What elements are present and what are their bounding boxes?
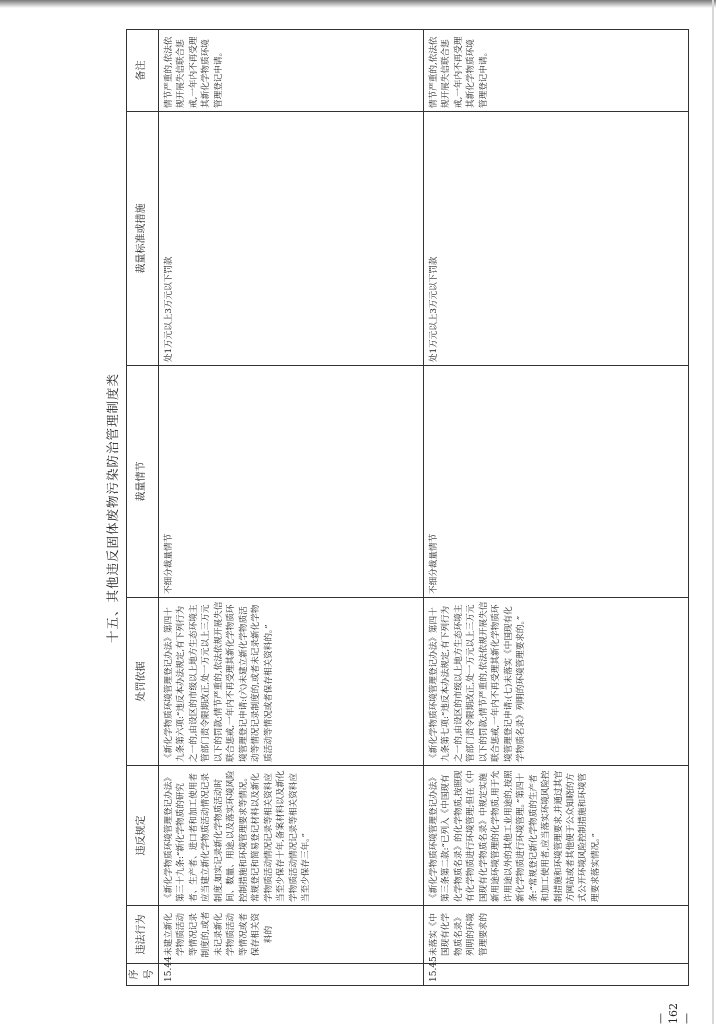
note-cell: 情节严重的,依法依规开展失信联合惩戒,一年内不再受理其新化学物质环境管理登记申请。 [424, 30, 689, 112]
row-number: 15.45 [424, 964, 689, 986]
penalty-table [126, 29, 689, 986]
landscape-table-area [100, 30, 688, 986]
basis-cell: 《新化学物质环境管理登记办法》第四十九条第六项:“违反本办法规定,有下列行为之一的,由设区的市级以上地方生态环境主管部门责令限期改正,处一万元以上三万元以下的罚款;情节严重的,依法依规开展失信联合惩戒,一年内不再受理其新化学物质环境管理登记申请:(六)未建立新化学物质活动等情况记录制度的,或者未记录新化学物质活动等情况或者保存相关资料的。” [159, 598, 424, 766]
header-violation: 违法行为 [127, 906, 159, 964]
header-no: 序号 [127, 964, 159, 986]
rule-cell: 《新化学物质环境管理登记办法》第三条第二款:“已列入《中国现有化学物质名录》的化学物质,按照现有化学物质进行环境管理;但在《中国现有化学物质名录》中规定实施新用途环境管理的化学物质,用于允许用途以外的其他工业用途的,按照新化学物质进行环境管理。”第四十条:“常规登记新化学物质的生产者和加工使用者,应当落实环境风险控制措施和环境管理要求,并通过其官方网站或者其他便于公众知晓的方式公开环境风险控制措施和环境管理要求落实情况。” [424, 766, 689, 906]
standard-cell: 处1万元以上3万元以下罚款 [159, 112, 424, 366]
rotated-page [100, 30, 688, 986]
scan-top-edge [0, 0, 716, 8]
header-basis: 处罚依据 [127, 598, 159, 766]
note-cell: 情节严重的,依法依规开展失信联合惩戒,一年内不再受理其新化学物质环境管理登记申请。 [159, 30, 424, 112]
rule-cell: 《新化学物质环境管理登记办法》第三十九条:“新化学物质的研究者、生产者、进口者和加工使用者应当建立新化学物质活动情况记录制度,如实记录新化学物质活动时间、数量、用途,以及落实环境风险控制措施和环境管理要求等情况。常规登记和简易登记材料以及新化学物质活动情况记录等相关资料应当至少保存十年,备案材料以及新化学物质活动情况记录等相关资料应当至少保存三年。” [159, 766, 424, 906]
row-number: 15.44 [159, 964, 424, 986]
header-note: 备注 [127, 30, 159, 112]
header-standard: 裁量标准或措施 [127, 112, 159, 366]
standard-cell: 处1万元以上3万元以下罚款 [424, 112, 689, 366]
violation-cell: 未建立新化学物质活动等情况记录制度的,或者未记录新化学物质活动等情况或者保存相关资料的 [159, 906, 424, 964]
basis-cell: 《新化学物质环境管理登记办法》第四十九条第七项:“违反本办法规定,有下列行为之一的,由设区的市级以上地方生态环境主管部门责令限期改正,处一万元以上三万元以下的罚款;情节严重的,依法依规开展失信联合惩戒,一年内不再受理其新化学物质环境管理登记申请:(七)未落实《中国现有化学物质名录》列明的环境管理要求的。” [424, 598, 689, 766]
table-header-row [127, 30, 159, 986]
circumstance-cell: 不细分裁量情节 [424, 366, 689, 598]
violation-cell: 未落实《中国现有化学物质名录》列明的环境管理要求的 [424, 906, 689, 964]
table-row [424, 30, 689, 986]
table-caption: 十五、其他违反固体废物污染防治管理制度类 [105, 373, 120, 644]
table-row [159, 30, 424, 986]
scan-right-edge [712, 0, 714, 1024]
page-number: — 162 — [654, 1003, 693, 1024]
header-rule: 违反规定 [127, 766, 159, 906]
circumstance-cell: 不细分裁量情节 [159, 366, 424, 598]
header-circumstance: 裁量情节 [127, 366, 159, 598]
